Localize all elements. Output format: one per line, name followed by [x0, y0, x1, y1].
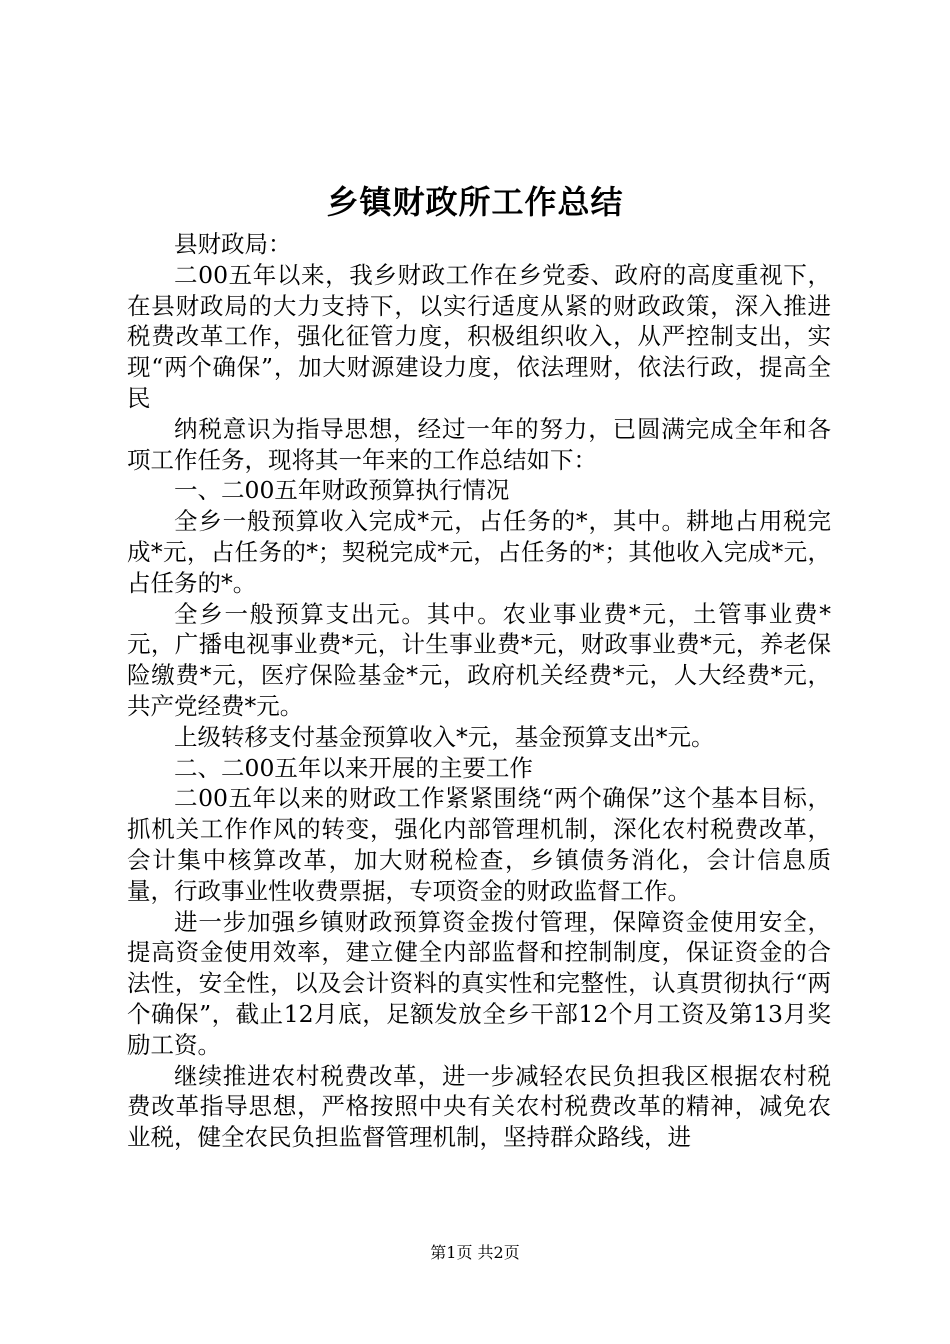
page-footer: 第1页 共2页 — [430, 1243, 520, 1262]
paragraph-transfer: 上级转移支付基金预算收入*元，基金预算支出*元。 — [174, 722, 715, 751]
paragraph-intro-continued: 纳税意识为指导思想，经过一年的努力，已圆满完成全年和各项工作任务，现将其一年来的工作总结如下： — [127, 414, 831, 474]
paragraph-tax-reform: 继续推进农村税费改革，进一步减轻农民负担我区根据农村税费改革指导思想，严格按照中央有关农村税费改革的精神，减免农业税，健全农民负担监督管理机制，坚持群众路线，进 — [127, 1061, 831, 1152]
paragraph-expenditure: 全乡一般预算支出元。其中。农业事业费*元，土管事业费*元，广播电视事业费*元，计生事业费*元，财政事业费*元，养老保险缴费*元，医疗保险基金*元，政府机关经费*元，人大经费*元，共产党经费*元。 — [127, 599, 831, 720]
document-title: 乡镇财政所工作总结 — [326, 183, 624, 221]
salutation: 县财政局： — [174, 230, 292, 258]
paragraph-revenue: 全乡一般预算收入完成*元，占任务的*，其中。耕地占用税完成*元，占任务的*；契税完成*元，占任务的*；其他收入完成*元，占任务的*。 — [127, 507, 831, 597]
document-body — [127, 229, 831, 1153]
section-heading-2: 二、二00五年以来开展的主要工作 — [174, 753, 533, 782]
section-heading-1: 一、二00五年财政预算执行情况 — [174, 476, 510, 505]
paragraph-fund-management: 进一步加强乡镇财政预算资金拨付管理，保障资金使用安全，提高资金使用效率，建立健全内部监督和控制制度，保证资金的合法性，安全性，以及会计资料的真实性和完整性，认真贯彻执行“两个确保”，截止12月底，足额发放全乡干部12个月工资及第13月奖励工资。 — [127, 907, 831, 1059]
paragraph-intro: 二00五年以来，我乡财政工作在乡党委、政府的高度重视下，在县财政局的大力支持下，以实行适度从紧的财政政策，深入推进税费改革工作，强化征管力度，积极组织收入，从严控制支出，实现“两个确保”，加大财源建设力度，依法理财，依法行政，提高全民 — [127, 260, 831, 412]
paragraph-main-work: 二00五年以来的财政工作紧紧围绕“两个确保”这个基本目标，抓机关工作作风的转变，强化内部管理机制，深化农村税费改革，会计集中核算改革，加大财税检查，乡镇债务消化，会计信息质量，行政事业性收费票据，专项资金的财政监督工作。 — [127, 784, 831, 905]
